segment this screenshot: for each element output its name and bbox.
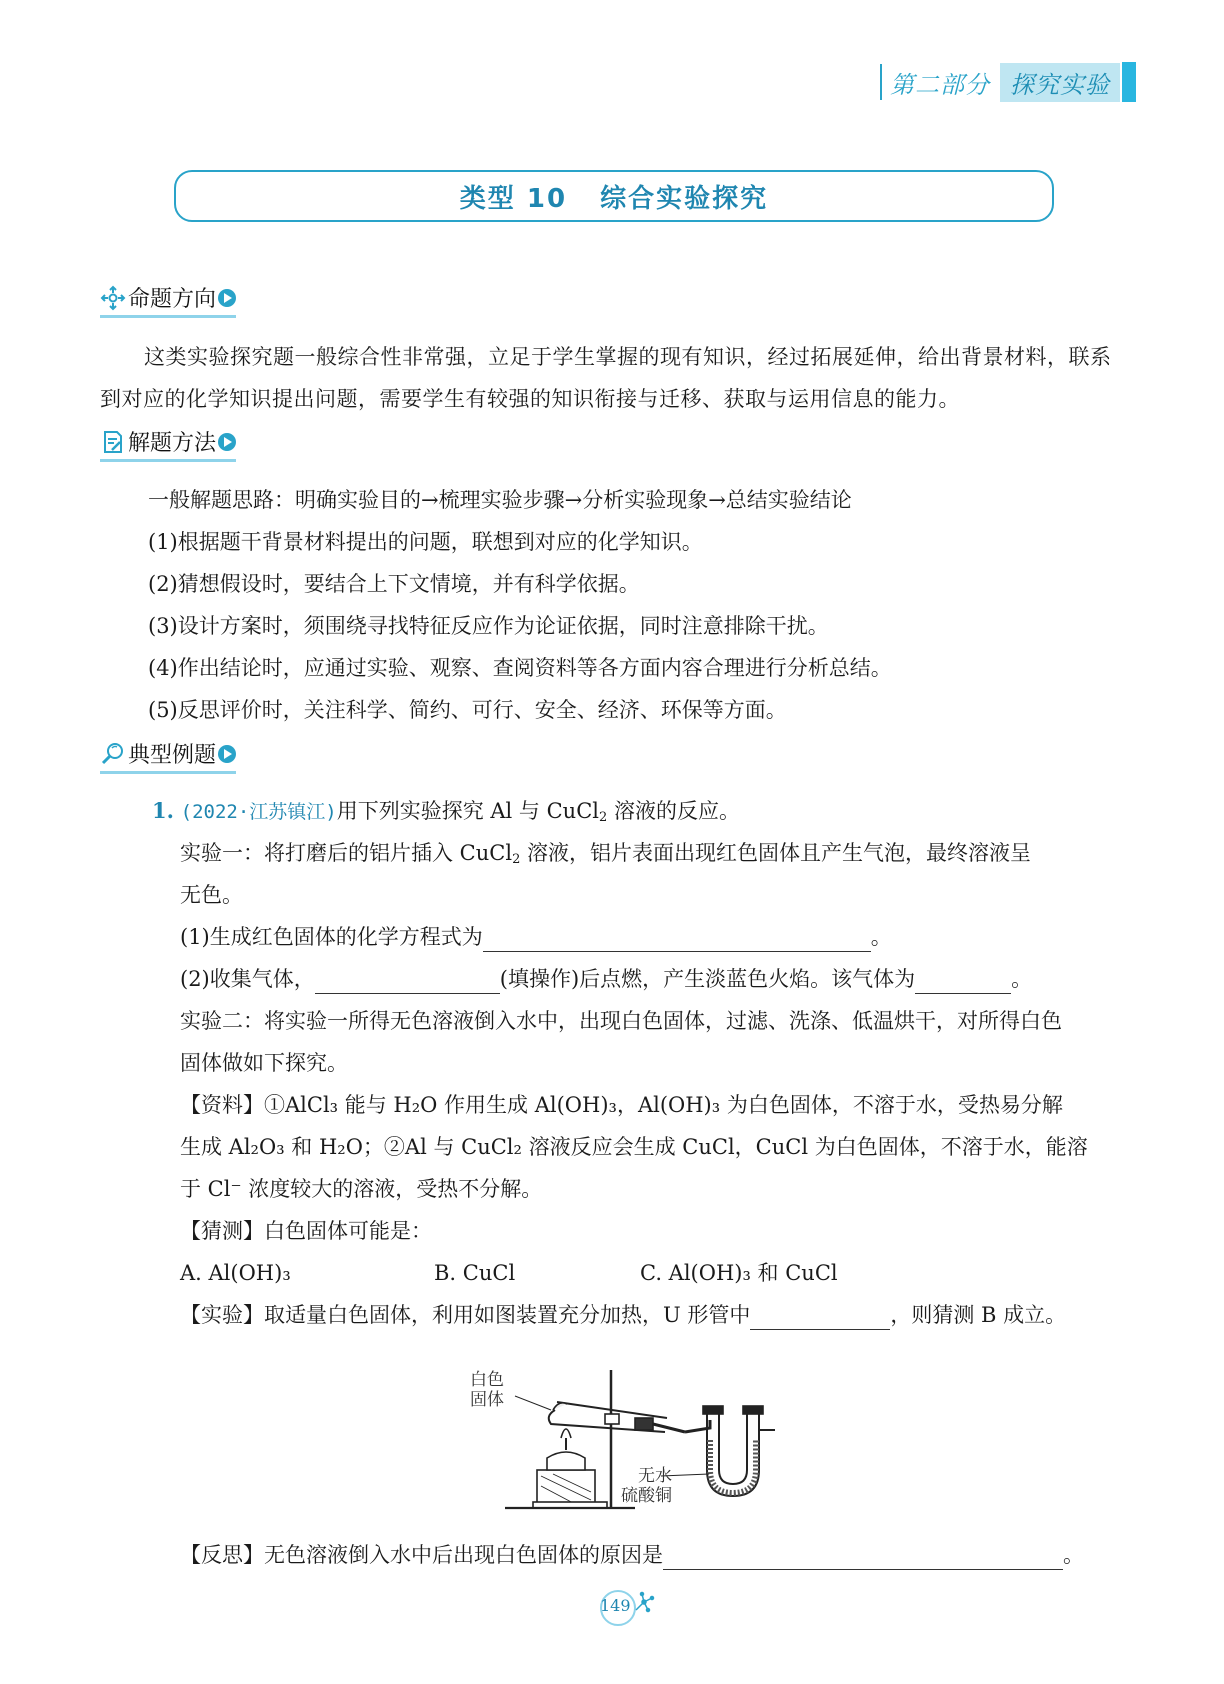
method-line: (4)作出结论时，应通过实验、观察、查阅资料等各方面内容合理进行分析总结。 [148, 656, 892, 680]
header-divider [880, 64, 882, 100]
section-example-heading [100, 740, 236, 774]
page-title: 类型 10 综合实验探究 [459, 183, 769, 214]
method-line: (5)反思评价时，关注科学、简约、可行、安全、经济、环保等方面。 [148, 698, 787, 722]
option-a: A. Al(OH)₃ [180, 1261, 291, 1285]
exp1-text-pre: 实验一：将打磨后的铝片插入 CuCl [180, 841, 513, 865]
question-stem: 1. (2022·江苏镇江)用下列实验探究 Al 与 CuCl$_2$ 溶液的反应。 [152, 798, 740, 825]
section-label: 探究实验 [1000, 63, 1120, 102]
info-line [180, 1090, 1063, 1120]
chapter-header [880, 62, 1136, 102]
section-direction-label: 命题方向 [128, 287, 217, 312]
experiment-two-line: 固体做如下探究。 [180, 1051, 348, 1075]
label-anhydrous-cuso4 [616, 1466, 672, 1506]
label-white-solid-2: 固体 [470, 1390, 504, 1410]
section-method-heading [100, 428, 236, 462]
page-number-badge [592, 1588, 662, 1632]
question-number: 1. [152, 798, 174, 823]
experiment-line [180, 1300, 1066, 1330]
reflect-label: 【反思】 [180, 1543, 264, 1567]
option-b: B. CuCl [434, 1261, 516, 1285]
exp-label: 【实验】 [180, 1303, 264, 1327]
guess-text: 白色固体可能是： [264, 1219, 432, 1243]
answer-blank[interactable] [315, 970, 500, 994]
label-cuso4-1: 无水 [638, 1466, 672, 1486]
sub-question-2 [180, 964, 1032, 994]
reflect-text: 无色溶液倒入水中后出现白色固体的原因是 [264, 1543, 663, 1567]
guess-label: 【猜测】 [180, 1219, 264, 1243]
answer-blank[interactable] [663, 1546, 1063, 1570]
label-cuso4-2: 硫酸铜 [621, 1486, 672, 1506]
reflection-line [180, 1540, 1084, 1570]
stem-text-post: 溶液的反应。 [607, 799, 740, 823]
question-source: (2022·江苏镇江) [180, 801, 337, 823]
answer-blank[interactable] [915, 970, 1011, 994]
direction-paragraph: 这类实验探究题一般综合性非常强，立足于学生掌握的现有知识，经过拓展延伸，给出背景材料，联系到对应的化学知识提出问题，需要学生有较强的知识衔接与迁移、获取与运用信息的能力。 [100, 345, 1112, 411]
stem-text-pre: 用下列实验探究 Al 与 CuCl [336, 799, 599, 823]
page-title-box [174, 170, 1054, 222]
document-edit-icon [100, 429, 126, 455]
info-line: 生成 Al₂O₃ 和 H₂O；②Al 与 CuCl₂ 溶液反应会生成 CuCl，CuCl 为白色固体，不溶于水，能溶 [180, 1135, 1088, 1159]
section-method-label: 解题方法 [128, 431, 217, 456]
exp-text: 取适量白色固体，利用如图装置充分加热，U 形管中 [264, 1303, 751, 1327]
q1-text: (1)生成红色固体的化学方程式为 [180, 925, 483, 949]
method-line: (1)根据题干背景材料提出的问题，联想到对应的化学知识。 [148, 530, 703, 554]
info-label: 【资料】 [180, 1093, 264, 1117]
exp1-text-post: 溶液，铝片表面出现红色固体且产生气泡，最终溶液呈 [520, 841, 1032, 865]
method-line: (3)设计方案时，须围绕寻找特征反应作为论证依据，同时注意排除干扰。 [148, 614, 829, 638]
q2-text-a: (2)收集气体， [180, 967, 315, 991]
label-white-solid-1: 白色 [470, 1370, 504, 1390]
sub-question-1 [180, 922, 892, 952]
guess-line [180, 1216, 432, 1246]
part-label: 第二部分 [890, 70, 990, 99]
q2-end: 。 [1011, 967, 1033, 991]
header-bar [1122, 62, 1136, 102]
answer-blank[interactable] [483, 928, 871, 952]
experiment-one-line: 实验一：将打磨后的铝片插入 CuCl$_2$ 溶液，铝片表面出现红色固体且产生气泡，最终溶液呈 [180, 841, 1032, 867]
info-line: 于 Cl⁻ 浓度较大的溶液，受热不分解。 [180, 1177, 543, 1201]
method-line: (2)猜想假设时，要结合上下文情境，并有科学依据。 [148, 572, 640, 596]
magnifier-icon [100, 741, 126, 767]
play-icon [218, 433, 236, 451]
method-line: 一般解题思路：明确实验目的→梳理实验步骤→分析实验现象→总结实验结论 [148, 488, 852, 512]
option-c: C. Al(OH)₃ 和 CuCl [640, 1261, 838, 1285]
experiment-one-end: 无色。 [180, 883, 243, 907]
q2-text-b: (填操作)后点燃，产生淡蓝色火焰。该气体为 [499, 967, 916, 991]
answer-blank[interactable] [750, 1306, 890, 1330]
move-arrows-icon [100, 285, 126, 311]
play-icon [218, 745, 236, 763]
exp-text-end: ，则猜测 B 成立。 [890, 1303, 1067, 1327]
q1-end: 。 [870, 925, 892, 949]
info-text: ①AlCl₃ 能与 H₂O 作用生成 Al(OH)₃，Al(OH)₃ 为白色固体，不溶于水，受热易分解 [264, 1093, 1063, 1117]
section-example-label: 典型例题 [128, 743, 217, 768]
label-white-solid [470, 1370, 504, 1410]
reflect-end: 。 [1063, 1543, 1084, 1567]
play-icon [218, 289, 236, 307]
experiment-two-line: 实验二：将实验一所得无色溶液倒入水中，出现白色固体，过滤、洗涤、低温烘干，对所得白色 [180, 1009, 1062, 1033]
page-number: 149 [600, 1596, 631, 1615]
section-direction-heading [100, 284, 236, 318]
